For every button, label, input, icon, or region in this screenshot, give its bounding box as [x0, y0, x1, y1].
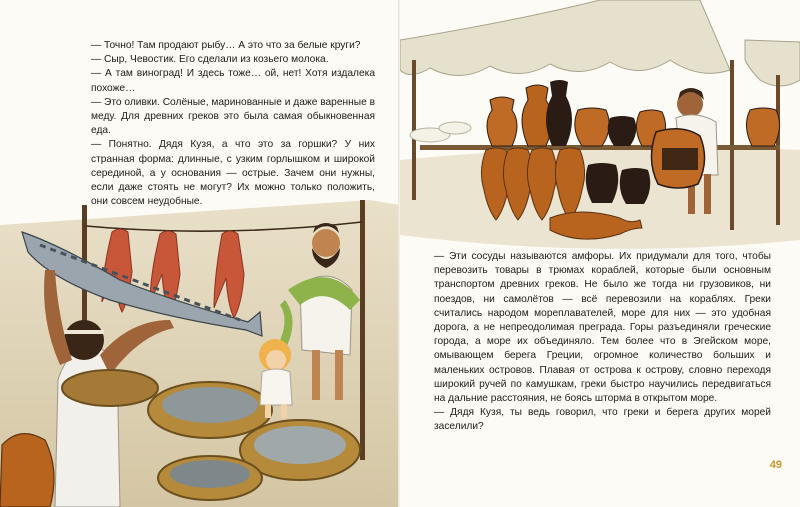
paragraph: — Дядя Кузя, ты ведь говорил, что греки и берега других морей заселили?: [434, 407, 771, 433]
page-number: 49: [769, 459, 782, 471]
stall-pole-right: [360, 200, 365, 460]
basket-fish-2-contents: [254, 426, 346, 464]
basket-fish-4: [62, 370, 158, 406]
basket-fish-1-contents: [162, 387, 258, 423]
basket-fish-3-contents: [170, 460, 250, 488]
cheese-wheels: [439, 122, 471, 134]
paragraph: — Эти сосуды называются амфоры. Их придумали для того, чтобы перевозить товары в трюмах кораблей, которые были основным транспортом древних греков. Не было же тогда ни грузовиков, ни поездов, ни самолётов — всё перевозили на кораблях. Греки считались народом мореплавателей, море для них — это удобная дорога, а не непреодолимая преграда. Горы разъединяли греческие города, а море их объединяло. Тем более что в Эгейском море, омывающем берега Греции, огромное количество больших и маленьких островов. Плавая от острова к острову, словно переходя широкий ручей по камушкам, греки быстро научились передвигаться на дальние расстояния, не боясь шторма в открытом море.: [434, 251, 771, 405]
market-awning-2: [745, 40, 800, 86]
right-page-text: [434, 250, 771, 435]
paragraph: — Сыр, Чевостик. Его сделали из козьего молока.: [91, 54, 329, 66]
paragraph: — Это оливки. Солёные, маринованные и даже варенные в меду. Для древних греков это была самая обыкновенная еда.: [91, 96, 375, 137]
clay-pot: [0, 434, 54, 507]
paragraph: — А там виноград! И здесь тоже… ой, нет! Хотя издалека похоже…: [91, 68, 375, 94]
paragraph: — Точно! Там продают рыбу… А это что за белые круги?: [91, 40, 361, 51]
paragraph: — Понятно. Дядя Кузя, а что это за горшки? У них странная форма: длинные, с узким горлышком и широкой серединой, а у основания — острые. Зачем они нужны, если даже стоять не могут? Их можно только положить, они совсем неудобные.: [91, 139, 375, 208]
right-page: [400, 0, 800, 507]
market-awning-1: [400, 0, 730, 76]
left-page-text: [91, 39, 375, 209]
shelf-vases: [487, 80, 780, 146]
